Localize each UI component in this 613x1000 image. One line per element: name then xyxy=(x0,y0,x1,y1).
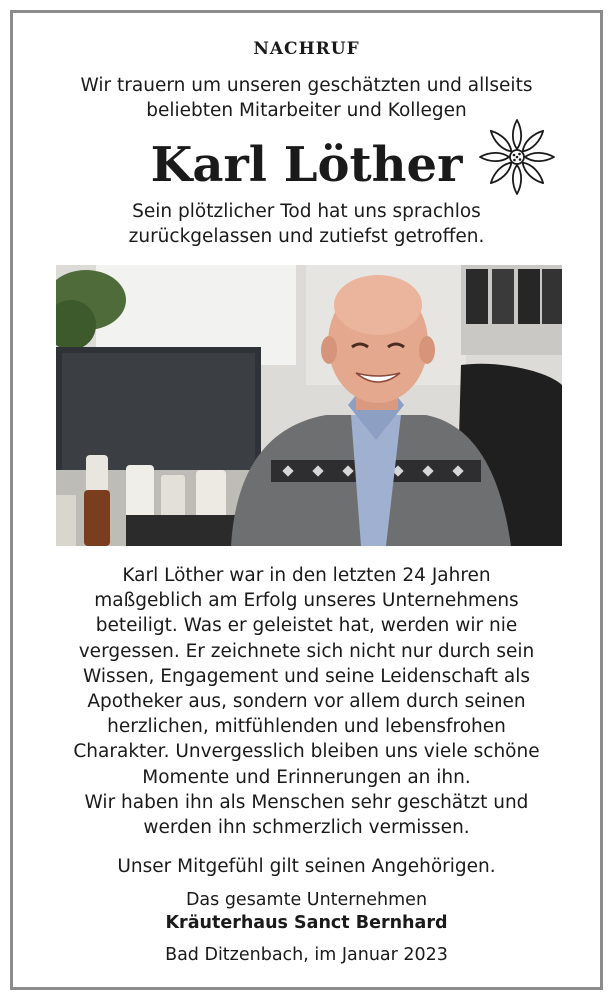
intro-text xyxy=(13,73,600,123)
tribute-line: Charakter. Unvergesslich bleiben uns viele schöne xyxy=(73,741,540,763)
company-intro: Das gesamte Unternehmen xyxy=(185,890,428,910)
intro-line: Wir trauern um unseren geschätzten und allseits xyxy=(80,75,533,96)
tribute-line: Wir haben ihn als Menschen sehr geschätzt und xyxy=(84,791,529,813)
obituary-frame xyxy=(10,10,603,990)
sub-line: Sein plötzlicher Tod hat uns sprachlos xyxy=(132,201,481,222)
condolence-text: Unser Mitgefühl gilt seinen Angehörigen. xyxy=(117,856,496,877)
edelweiss-icon xyxy=(477,117,557,197)
tribute-line: beteiligt. Was er geleistet hat, werden wir nie xyxy=(95,615,518,637)
tribute-line: vergessen. Er zeichnete sich nicht nur durch sein xyxy=(78,640,535,662)
tribute-line: Momente und Erinnerungen an ihn. xyxy=(142,766,471,788)
intro-line: beliebten Mitarbeiter und Kollegen xyxy=(146,100,467,121)
tribute-text xyxy=(13,563,600,840)
tribute-line: Karl Löther war in den letzten 24 Jahren xyxy=(122,565,491,586)
company-name: Kräuterhaus Sanct Bernhard xyxy=(165,913,448,933)
deceased-name: Karl Löther xyxy=(150,137,463,193)
notice-heading: NACHRUF xyxy=(253,39,360,59)
tribute-line: herzlichen, mitfühlenden und lebensfrohen xyxy=(107,716,506,738)
sub-text xyxy=(13,199,600,249)
tribute-line: werden ihn schmerzlich vermissen. xyxy=(143,817,470,839)
tribute-line: maßgeblich am Erfolg unseres Unternehmens xyxy=(94,590,519,612)
tribute-line: Apotheker aus, sondern vor allem durch seinen xyxy=(87,691,526,713)
tribute-line: Wissen, Engagement und seine Leidenschaft als xyxy=(83,665,530,687)
place-date: Bad Ditzenbach, im Januar 2023 xyxy=(165,945,448,965)
portrait-photo xyxy=(56,265,562,546)
sub-line: zurückgelassen und zutiefst getroffen. xyxy=(128,226,485,247)
